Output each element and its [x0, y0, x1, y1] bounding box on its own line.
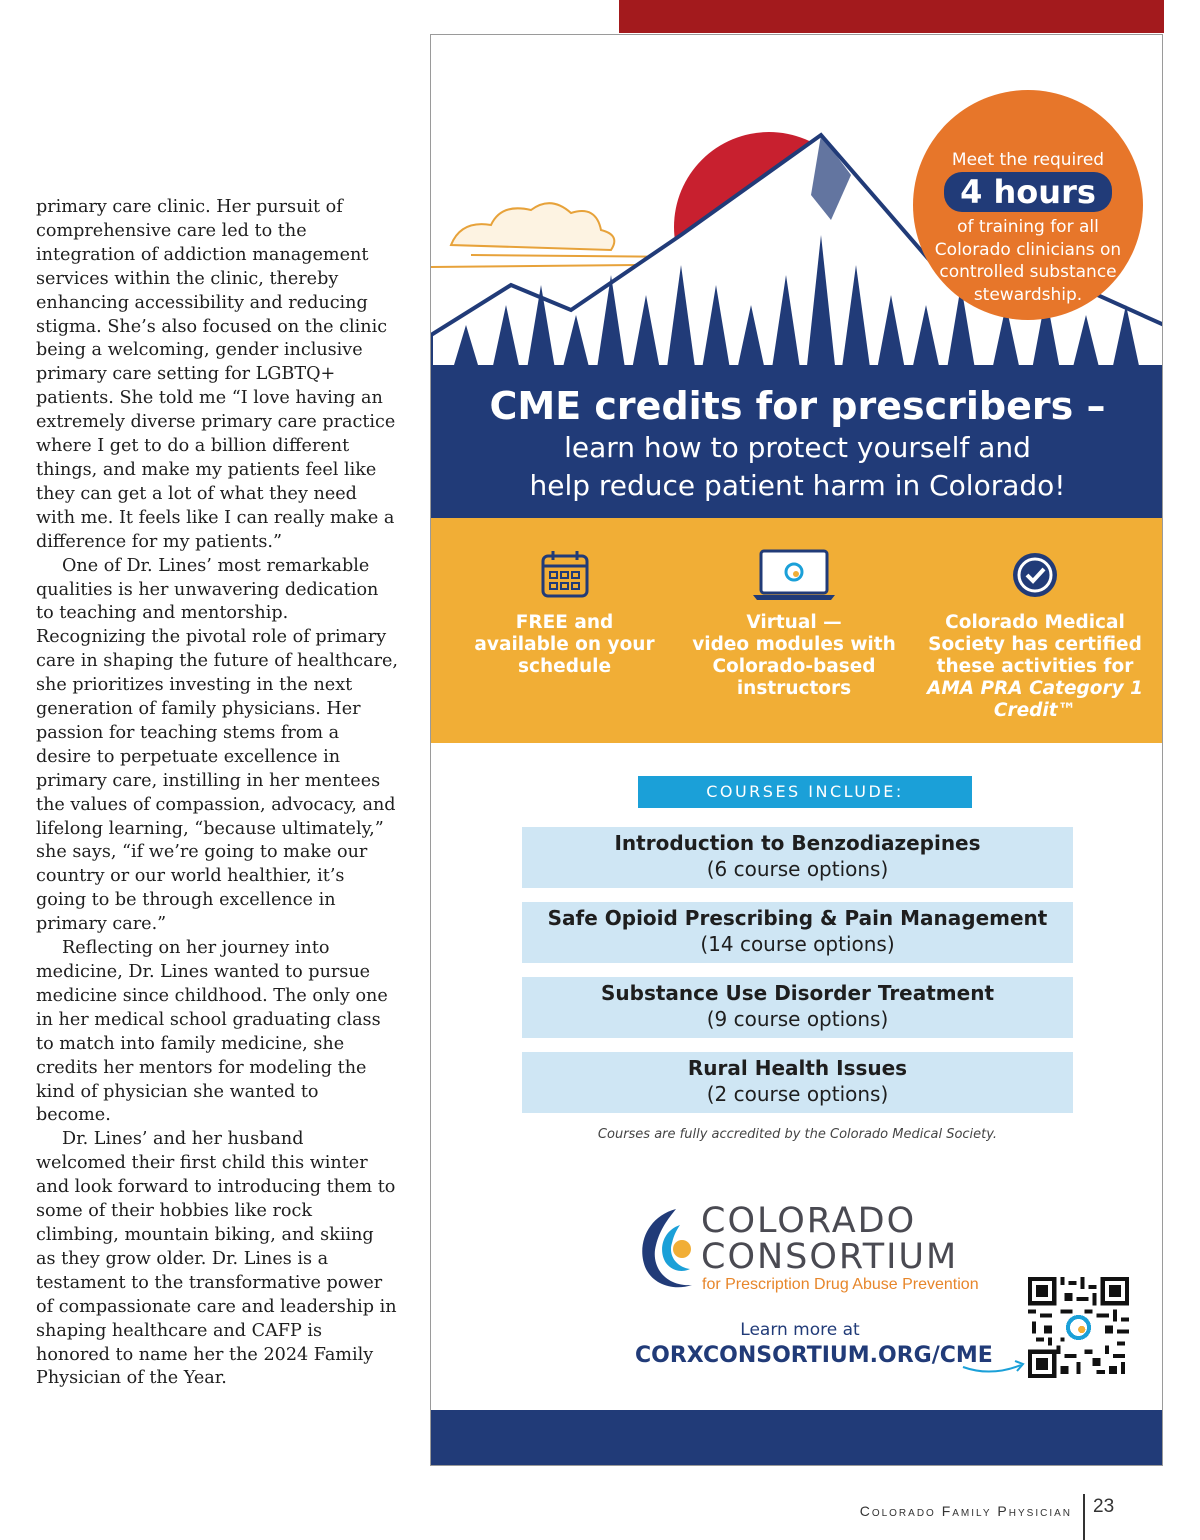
course-item [522, 827, 1073, 888]
qr-code[interactable] [1028, 1277, 1129, 1378]
logo-text-consortium: CONSORTIUM [701, 1237, 959, 1277]
course-item [522, 902, 1073, 963]
feature-certified-credit: AMA PRA Category 1 Credit™ [927, 678, 1143, 721]
article-paragraph: Dr. Lines’ and her husband welcomed their first child this winter and look forward to introducing them to some of their hobbies like rock climbing, mountain biking, and skiing as they grow older. Dr. Lines is a testament to the transformative power of compassionate care and leadership in shaping healthcare and CAFP is honored to name her the 2024 Family Physician of the Year. [36, 1129, 397, 1389]
course-title: Safe Opioid Prescribing & Pain Management [547, 906, 1048, 930]
course-options: (14 course options) [700, 932, 895, 956]
consortium-logo-icon [636, 1207, 694, 1291]
course-title: Introduction to Benzodiazepines [614, 831, 981, 855]
top-accent-bar [619, 0, 1164, 33]
footer-divider [1083, 1494, 1085, 1540]
cme-advertisement [430, 34, 1163, 1466]
article-paragraph: Reflecting on her journey into medicine, Dr. Lines wanted to pursue medicine since childhood. The only one in her medical school graduating class to match into family medicine, she credits her mentors for modeling the kind of physician she wanted to become. [36, 938, 388, 1126]
laptop-icon [753, 548, 835, 602]
logo-text-colorado: COLORADO [701, 1201, 917, 1241]
calendar-icon [538, 548, 592, 602]
feature-certified [924, 548, 1146, 722]
course-title: Substance Use Disorder Treatment [600, 981, 995, 1005]
four-hours-badge [913, 90, 1143, 320]
features-band [431, 518, 1163, 743]
feature-certified-text: Colorado Medical Society has certified these activities for [928, 612, 1142, 677]
headline-band [431, 375, 1163, 518]
logo-tagline: for Prescription Drug Abuse Prevention [702, 1276, 979, 1293]
learn-more-label: Learn more at [740, 1320, 860, 1340]
feature-virtual [689, 548, 899, 700]
article-paragraph: primary care clinic. Her pursuit of comprehensive care led to the integration of addiction management services within the clinic, thereby enhancing accessibility and reducing stigma. She’s also focused on the clinic being a welcoming, gender inclusive primary care setting for LGBTQ+ patients. She told me “I love having an extremely diverse primary care practice where I get to do a billion different things, and make my patients feel like they can get a lot of what they need with me. It feels like I can really make a difference for my patients.” [36, 197, 396, 552]
courses-header: COURSES INCLUDE: [638, 776, 972, 808]
course-options: (9 course options) [706, 1007, 889, 1031]
ad-subline-1: learn how to protect yourself and [564, 431, 1031, 464]
cme-url-link[interactable]: CORXCONSORTIUM.ORG/CME [635, 1343, 993, 1368]
feature-free-text: FREE and available on your schedule [474, 612, 655, 677]
article-column [36, 196, 398, 1391]
course-item [522, 1052, 1073, 1113]
arrow-icon [961, 1353, 1029, 1377]
ad-footer-band [431, 1410, 1163, 1466]
course-options: (6 course options) [706, 857, 889, 881]
ad-subline-2: help reduce patient harm in Colorado! [529, 469, 1066, 502]
publication-title: Colorado Family Physician [859, 1503, 1072, 1519]
feature-virtual-text: Virtual — video modules with Colorado-based instructors [692, 612, 896, 699]
course-title: Rural Health Issues [687, 1056, 908, 1080]
course-item [522, 977, 1073, 1038]
page-number: 23 [1093, 1496, 1115, 1517]
badge-line1: Meet the required [951, 150, 1105, 170]
ad-headline: CME credits for prescribers – [489, 384, 1106, 428]
accreditation-note: Courses are fully accredited by the Colorado Medical Society. [597, 1127, 998, 1142]
badge-description: of training for all Colorado clinicians on controlled substance stewardship. [934, 217, 1122, 305]
course-options: (2 course options) [706, 1082, 889, 1106]
feature-free [467, 548, 662, 678]
article-paragraph: One of Dr. Lines’ most remarkable qualities is her unwavering dedication to teaching and mentorship. Recognizing the pivotal role of primary care in shaping the future of healthcare, she prioritizes investing in the next generation of family physicians. Her passion for teaching stems from a desire to perpetuate excellence in primary care, instilling in her mentees the values of compassion, advocacy, and lifelong learning, “because ultimately,” she says, “if we’re going to make our country or our world healthier, it’s going to be through excellence in primary care.” [36, 555, 399, 935]
badge-hours: 4 hours [944, 172, 1112, 212]
certified-check-icon [1008, 548, 1062, 602]
